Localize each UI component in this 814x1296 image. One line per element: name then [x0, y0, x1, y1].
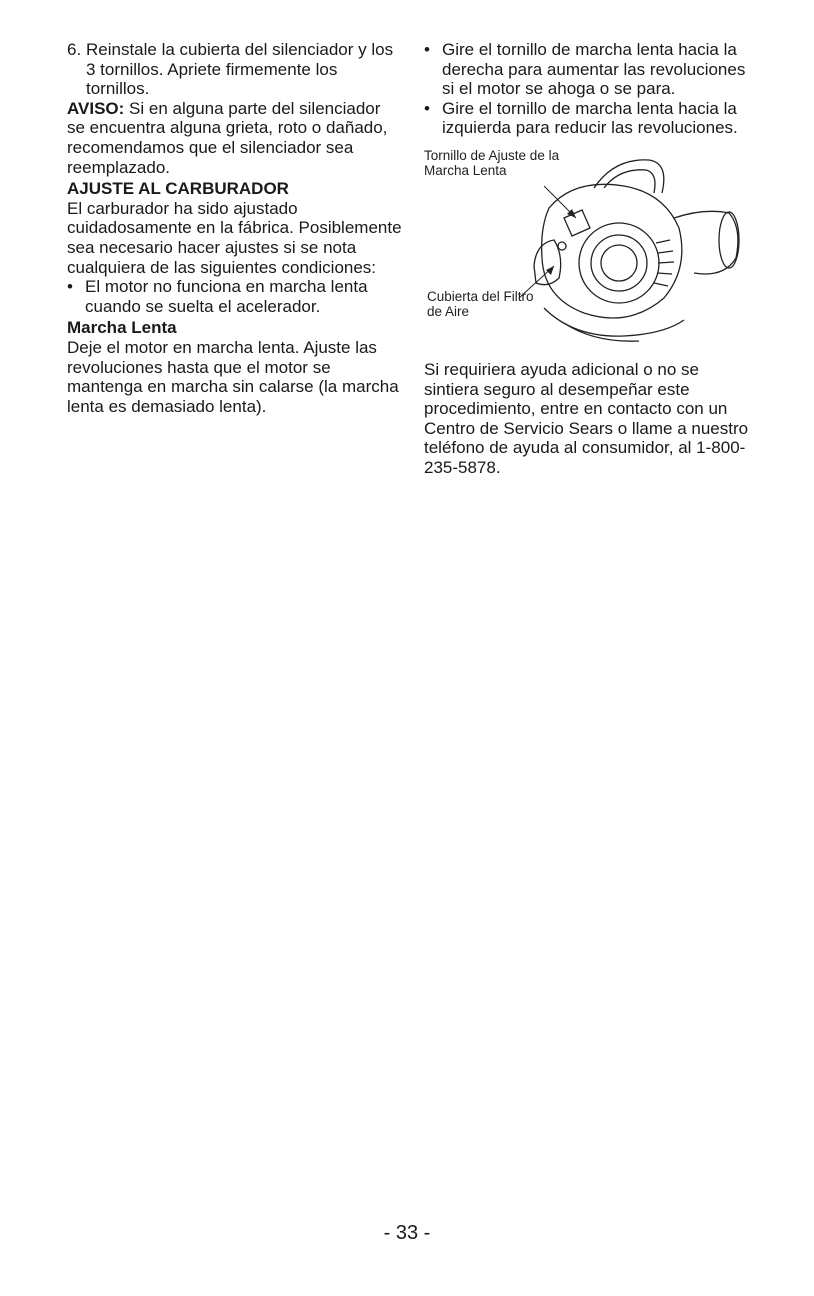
warning-text: Si en alguna parte del silenciador se encuentra alguna grieta, roto o dañado, recomendamos que el silenciador sea reemplazado. — [67, 98, 388, 177]
left-column — [67, 40, 403, 416]
bullet-text: Gire el tornillo de marcha lenta hacia la izquierda para reducir las revoluciones. — [442, 98, 738, 138]
air-filter-label: Cubierta del Filtro de Aire — [427, 288, 534, 319]
bullet-text: El motor no funciona en marcha lenta cuando se suelta el acelerador. — [85, 277, 368, 316]
blower-figure — [424, 148, 754, 348]
right-column — [424, 40, 754, 478]
idle-screw-label: Tornillo de Ajuste de la Marcha Lenta — [424, 147, 560, 178]
step-text: Reinstale la cubierta del silenciador y los 3 tornillos. Apriete firmemente los tornillos. — [86, 40, 394, 99]
warning-label: AVISO: — [67, 98, 125, 118]
support-paragraph: Si requiriera ayuda adicional o no se sintiera seguro al desempeñar este procedimiento, entre en contacto con un Centro de Servicio Sears o llame a nuestro teléfono de ayuda al consumidor, al 1-800-235-5878. — [424, 359, 749, 477]
right-bullet-2 — [424, 99, 754, 138]
step-number: 6. — [67, 40, 82, 59]
idle-text: Deje el motor en marcha lenta. Ajuste las revoluciones hasta que el motor se mantenga en marcha sin calarse (la marcha lenta es demasiado lenta). — [67, 337, 399, 416]
step-6 — [67, 40, 403, 99]
carburetor-heading: AJUSTE AL CARBURADOR — [67, 179, 289, 199]
bullet-dot: • — [424, 40, 430, 59]
carburetor-text: El carburador ha sido ajustado cuidadosamente en la fábrica. Posiblemente sea necesario hacer ajustes si se nota cualquiera de las siguientes condiciones: — [67, 198, 402, 277]
bullet-dot: • — [67, 277, 73, 297]
page-number: - 33 - — [383, 1222, 431, 1244]
bullet-text: Gire el tornillo de marcha lenta hacia la derecha para aumentar las revoluciones si el motor se ahoga o se para. — [442, 40, 746, 99]
warning-paragraph — [67, 99, 403, 177]
idle-heading: Marcha Lenta — [67, 318, 177, 338]
bullet-dot: • — [424, 98, 430, 118]
right-bullet-1 — [424, 40, 754, 99]
carburetor-bullet — [67, 277, 403, 316]
